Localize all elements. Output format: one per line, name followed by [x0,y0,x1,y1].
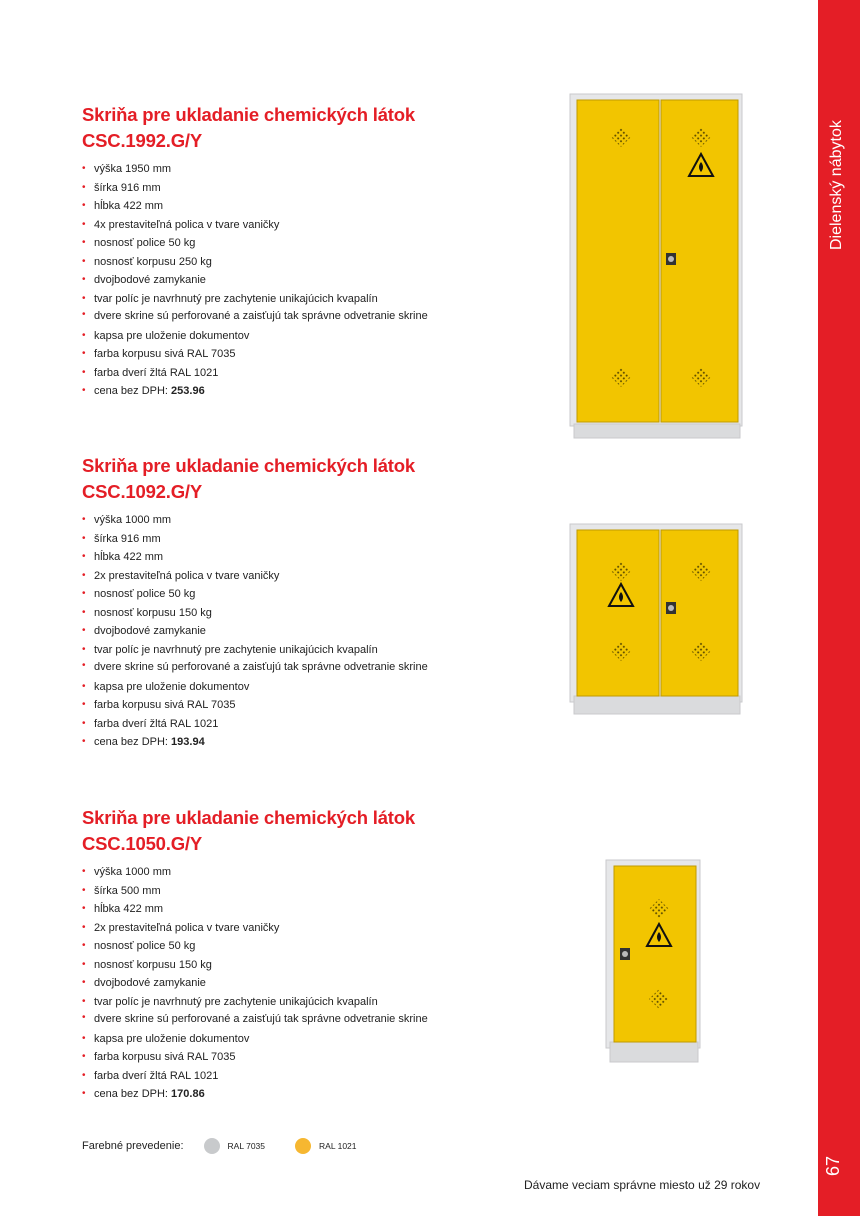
product-code: CSC.1092.G/Y [82,481,202,502]
feature-item: • 2x prestaviteľná polica v tvare vaničky [82,919,442,938]
feature-list [82,160,442,401]
feature-item: • dvojbodové zamykanie [82,974,442,993]
product-title-line1: Skriňa pre ukladanie chemických látok [82,807,415,828]
feature-item: • farba korpusu sivá RAL 7035 [82,345,442,364]
price-label: cena bez DPH: [94,1088,172,1100]
lock-icon [620,948,630,960]
product-code: CSC.1992.G/Y [82,130,202,151]
swatch-name: RAL 7035 [227,1141,266,1151]
product-title [82,102,442,154]
feature-item: • 2x prestaviteľná polica v tvare vaničky [82,567,442,586]
product-title [82,453,442,505]
feature-item: • šírka 500 mm [82,882,442,901]
price-label: cena bez DPH: [94,736,172,748]
product-csc-1050 [82,805,442,1104]
color-options [82,1136,387,1156]
feature-item: • farba dverí žltá RAL 1021 [82,364,442,383]
feature-item: • nosnosť korpusu 150 kg [82,956,442,975]
product-csc-1092 [82,453,442,752]
page-number-label: 67 [823,1155,843,1176]
feature-item: • hĺbka 422 mm [82,197,442,216]
product-title [82,805,442,857]
feature-item: • dvojbodové zamykanie [82,271,442,290]
feature-item: • dvojbodové zamykanie [82,622,442,641]
cabinet-image-short [562,520,748,720]
feature-item: • farba dverí žltá RAL 1021 [82,715,442,734]
feature-item: • dvere skrine sú perforované a zaisťujú tak správne odvetranie skrine [82,659,442,678]
price-item [82,1085,442,1104]
feature-item: • 4x prestaviteľná polica v tvare vaničky [82,216,442,235]
feature-item: • šírka 916 mm [82,179,442,198]
product-title-line1: Skriňa pre ukladanie chemických látok [82,104,415,125]
price-value: 170.86 [171,1088,205,1100]
feature-item: • tvar políc je navrhnutý pre zachytenie unikajúcich kvapalín [82,641,442,660]
product-code: CSC.1050.G/Y [82,833,202,854]
price-value: 193.94 [171,736,205,748]
price-label: cena bez DPH: [94,385,172,397]
price-item [82,733,442,752]
feature-item: • hĺbka 422 mm [82,548,442,567]
lock-icon [666,602,676,614]
product-csc-1992 [82,102,442,401]
feature-item: • šírka 916 mm [82,530,442,549]
feature-item: • tvar políc je navrhnutý pre zachytenie unikajúcich kvapalín [82,993,442,1012]
feature-item: • farba dverí žltá RAL 1021 [82,1067,442,1086]
swatch-grey [204,1138,220,1154]
sidebar-category-label: Dielenský nábytok [828,120,845,250]
color-options-label: Farebné prevedenie: [82,1140,184,1152]
footer-tagline: Dávame veciam správne miesto už 29 rokov [524,1178,761,1192]
feature-item: • nosnosť korpusu 150 kg [82,604,442,623]
lock-icon [666,253,676,265]
page-number [823,1155,853,1206]
feature-item: • nosnosť police 50 kg [82,234,442,253]
feature-item: • nosnosť korpusu 250 kg [82,253,442,272]
feature-list [82,511,442,752]
swatch-yellow [295,1138,311,1154]
feature-item: • hĺbka 422 mm [82,900,442,919]
feature-item: • kapsa pre uloženie dokumentov [82,678,442,697]
feature-item: • dvere skrine sú perforované a zaisťujú tak správne odvetranie skrine [82,1011,442,1030]
feature-item: • farba korpusu sivá RAL 7035 [82,1048,442,1067]
cabinet-image-single [598,856,708,1070]
feature-item: • dvere skrine sú perforované a zaisťujú tak správne odvetranie skrine [82,308,442,327]
feature-item: • výška 1000 mm [82,863,442,882]
feature-item: • výška 1950 mm [82,160,442,179]
swatch-name: RAL 1021 [319,1141,357,1151]
cabinet-image-tall [562,90,748,442]
feature-item: • tvar políc je navrhnutý pre zachytenie unikajúcich kvapalín [82,290,442,309]
feature-item: • kapsa pre uloženie dokumentov [82,1030,442,1049]
price-value: 253.96 [171,385,205,397]
feature-item: • nosnosť police 50 kg [82,937,442,956]
feature-item: • výška 1000 mm [82,511,442,530]
price-item [82,382,442,401]
feature-item: • nosnosť police 50 kg [82,585,442,604]
feature-item: • kapsa pre uloženie dokumentov [82,327,442,346]
feature-item: • farba korpusu sivá RAL 7035 [82,696,442,715]
feature-list [82,863,442,1104]
product-title-line1: Skriňa pre ukladanie chemických látok [82,455,415,476]
